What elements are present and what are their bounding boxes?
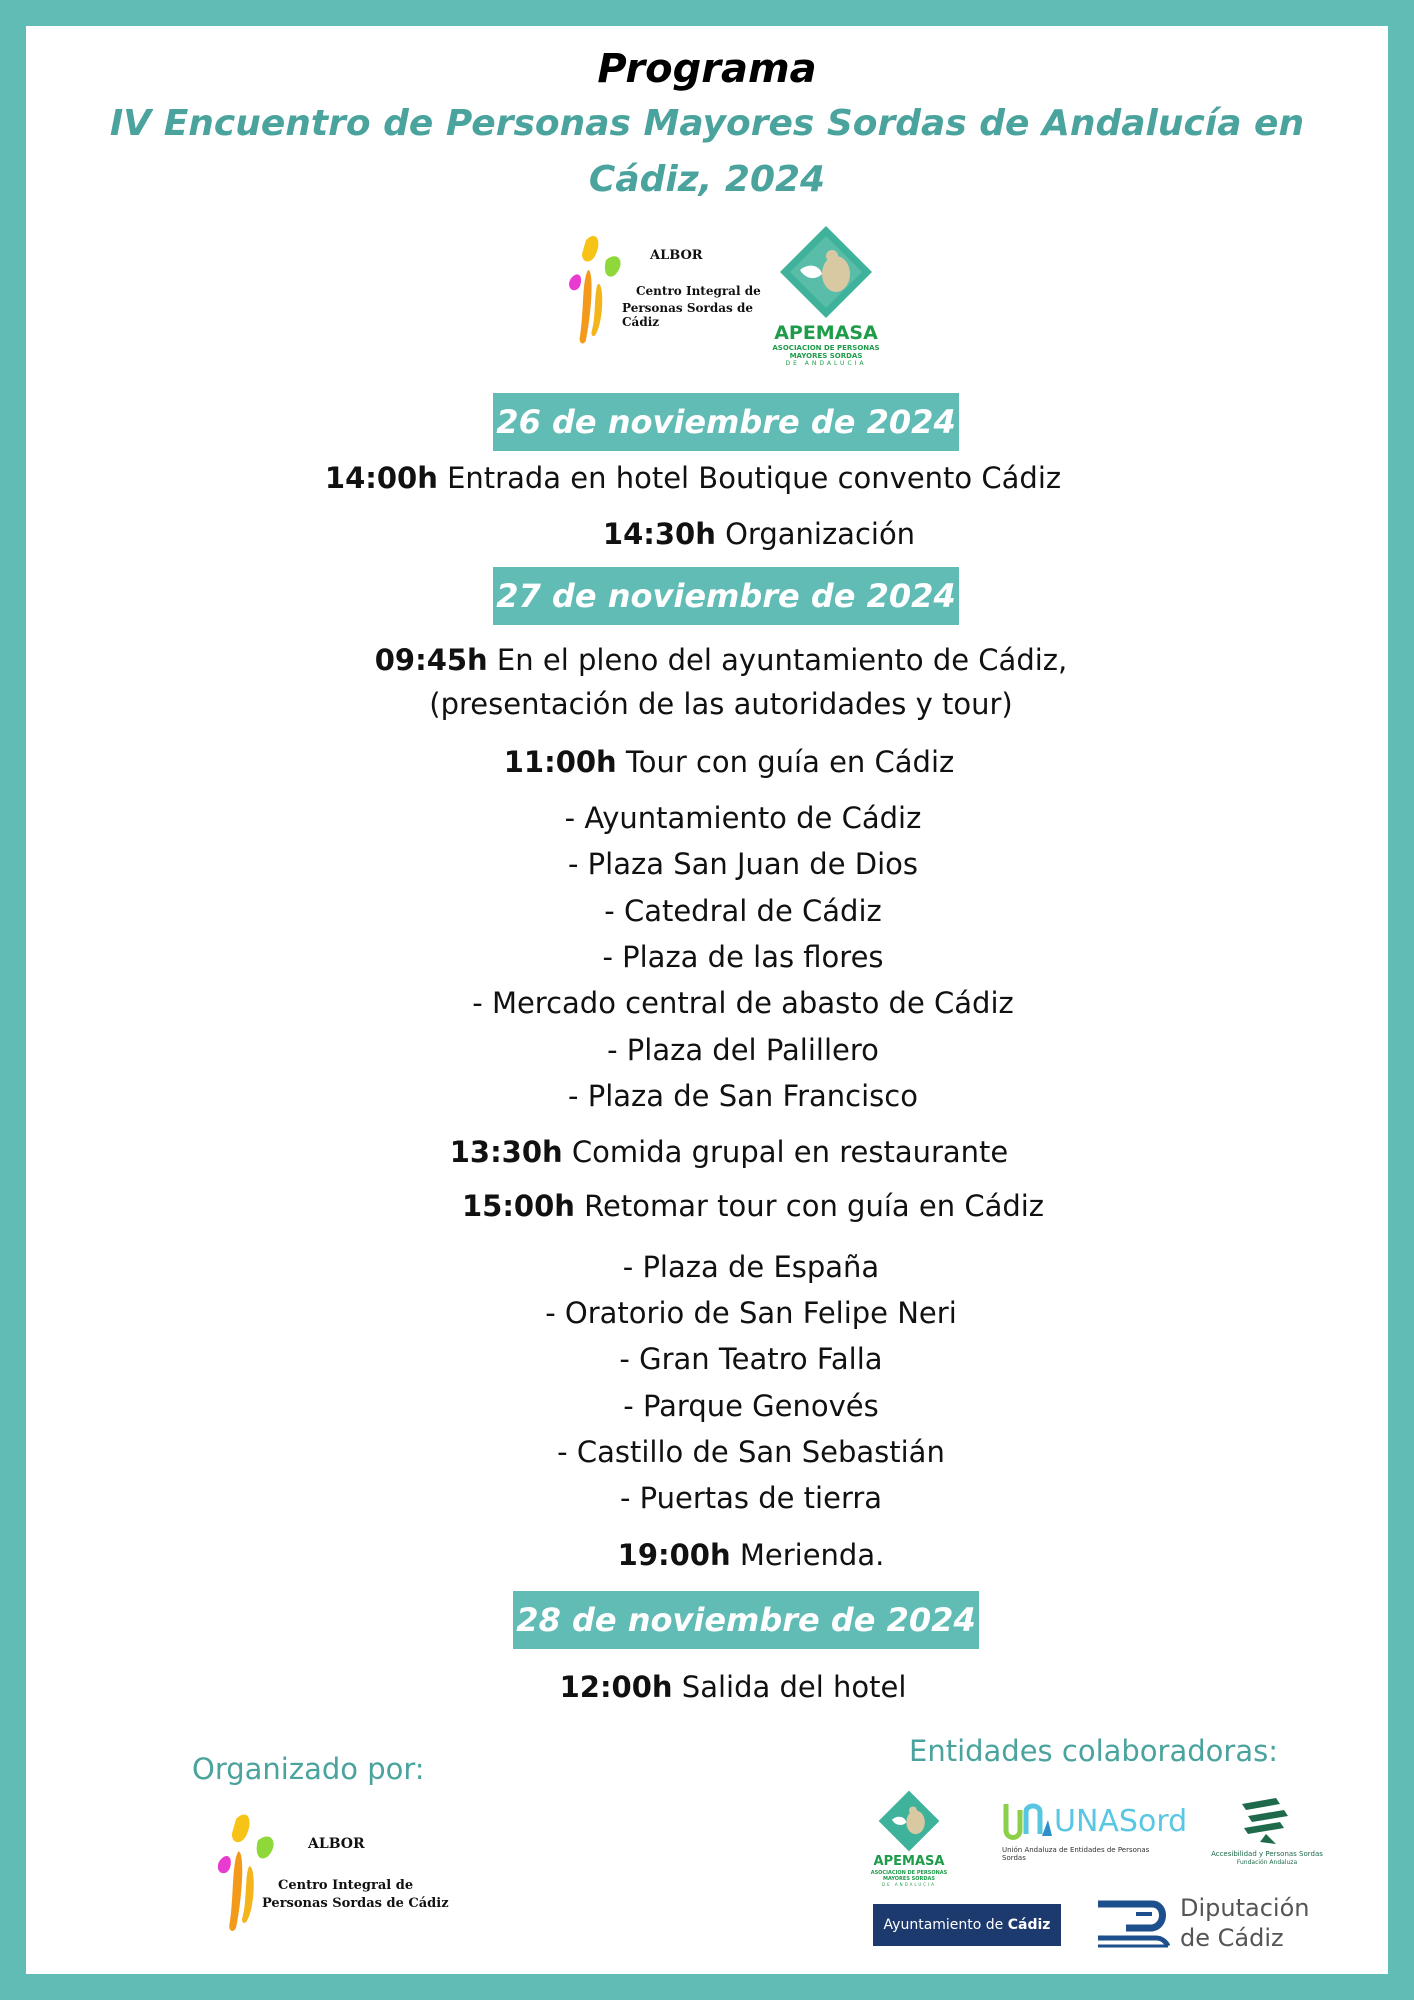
schedule-item xyxy=(40,640,1402,680)
item-time: 15:00h xyxy=(461,1189,575,1223)
apemasa-line1: ASOCIACION DE PERSONAS xyxy=(870,1870,948,1876)
unasord-logo xyxy=(1002,1800,1188,1862)
unasord-mark-icon xyxy=(1002,1800,1052,1844)
hands-mark-icon xyxy=(1236,1796,1292,1846)
item-text: Retomar tour con guía en Cádiz xyxy=(574,1189,1045,1223)
apemasa-logo-footer xyxy=(864,1788,954,1888)
item-text: Comida grupal en restaurante xyxy=(562,1135,1009,1169)
apemasa-line3: DE ANDALUCIA xyxy=(881,1882,937,1887)
ayuntamiento-logo xyxy=(873,1904,1061,1946)
apemasa-line2: MAYORES SORDAS xyxy=(789,352,863,360)
event-subtitle-line2: Cádiz, 2024 xyxy=(588,159,826,200)
item-time: 13:30h xyxy=(449,1135,563,1169)
item-text: Organización xyxy=(715,517,916,551)
item-text: Tour con guía en Cádiz xyxy=(616,745,955,779)
date-band-day3: 28 de noviembre de 2024 xyxy=(513,1591,979,1649)
program-page xyxy=(26,26,1388,1974)
unasord-name: UNASord xyxy=(1054,1804,1188,1839)
apemasa-name: APEMASA xyxy=(873,1854,945,1869)
diputacion-mark-icon xyxy=(1096,1898,1170,1950)
event-subtitle-line1: IV Encuentro de Personas Mayores Sordas de Andalucía en xyxy=(109,103,1305,144)
schedule-item xyxy=(70,1535,1414,1575)
schedule-item xyxy=(48,1132,1410,1172)
apemasa-line2: MAYORES SORDAS xyxy=(883,1876,935,1882)
apemasa-name: APEMASA xyxy=(774,322,878,344)
albor-line2: Personas Sordas de Cádiz xyxy=(262,1896,449,1911)
apemasa-emblem-icon xyxy=(876,1788,942,1854)
collaborators-label: Entidades colaboradoras: xyxy=(909,1734,1278,1768)
schedule-item xyxy=(52,1667,1414,1707)
tour-stop: - Parque Genovés xyxy=(623,1389,879,1423)
diputacion-logo xyxy=(1096,1894,1326,1956)
unasord-subtitle: Unión Andaluza de Entidades de Personas Sordas xyxy=(1002,1846,1150,1862)
item-time: 14:00h xyxy=(324,461,438,495)
tour-stop: - Oratorio de San Felipe Neri xyxy=(545,1296,957,1330)
ayuntamiento-prefix: Ayuntamiento de xyxy=(883,1917,1008,1933)
ayuntamiento-city: Cádiz xyxy=(1007,1917,1051,1933)
albor-logo-footer xyxy=(212,1808,452,1948)
item-time: 19:00h xyxy=(617,1538,731,1572)
albor-line1: Centro Integral de xyxy=(278,1878,414,1893)
page-title: Programa xyxy=(597,46,817,92)
item-time: 09:45h xyxy=(374,643,488,677)
date-band-day2: 27 de noviembre de 2024 xyxy=(493,567,959,625)
organized-by-label: Organizado por: xyxy=(192,1752,425,1786)
tour-stop: - Plaza de España xyxy=(622,1250,880,1284)
albor-figure-icon xyxy=(566,230,626,350)
albor-line2: Personas Sordas de Cádiz xyxy=(622,301,753,329)
apemasa-line1: ASOCIACION DE PERSONAS xyxy=(772,344,880,352)
schedule-item xyxy=(78,514,1414,554)
schedule-item xyxy=(12,458,1374,498)
apemasa-logo xyxy=(766,222,886,367)
schedule-item xyxy=(72,1186,1414,1226)
tour-stop: - Castillo de San Sebastián xyxy=(557,1435,945,1469)
accesibilidad-line2: Fundación Andaluza xyxy=(1236,1859,1298,1866)
tour-stop: - Catedral de Cádiz xyxy=(604,894,882,928)
item-text: Entrada en hotel Boutique convento Cádiz xyxy=(437,461,1062,495)
date-band-day1: 26 de noviembre de 2024 xyxy=(493,393,959,451)
albor-name: ALBOR xyxy=(308,1836,365,1852)
diputacion-line1: Diputación xyxy=(1180,1894,1310,1922)
schedule-item xyxy=(48,742,1410,782)
item-text: En el pleno del ayuntamiento de Cádiz, xyxy=(487,643,1068,677)
item-text: Merienda. xyxy=(730,1538,885,1572)
tour-stop: - Mercado central de abasto de Cádiz xyxy=(472,986,1014,1020)
albor-figure-icon xyxy=(212,1808,282,1938)
accesibilidad-logo xyxy=(1202,1796,1332,1876)
item-text: Salida del hotel xyxy=(672,1670,907,1704)
diputacion-line2: de Cádiz xyxy=(1180,1924,1284,1952)
apemasa-line3: DE ANDALUCIA xyxy=(785,360,867,367)
albor-line1: Centro Integral de xyxy=(636,284,761,298)
schedule-item-detail: (presentación de las autoridades y tour) xyxy=(429,687,1013,721)
albor-logo xyxy=(566,226,776,376)
tour-stop: - Puertas de tierra xyxy=(619,1481,883,1515)
tour-stop: - Plaza San Juan de Dios xyxy=(568,847,918,881)
item-time: 11:00h xyxy=(503,745,617,779)
tour-stop: - Plaza del Palillero xyxy=(607,1033,879,1067)
tour-stop: - Ayuntamiento de Cádiz xyxy=(564,801,922,835)
apemasa-emblem-icon xyxy=(776,222,876,322)
item-time: 14:30h xyxy=(602,517,716,551)
accesibilidad-line1: Accesibilidad y Personas Sordas xyxy=(1211,1850,1323,1858)
tour-stop: - Gran Teatro Falla xyxy=(619,1342,883,1376)
tour-stop: - Plaza de las flores xyxy=(602,940,884,974)
item-time: 12:00h xyxy=(559,1670,673,1704)
albor-name: ALBOR xyxy=(650,248,703,263)
tour-stop: - Plaza de San Francisco xyxy=(568,1079,918,1113)
